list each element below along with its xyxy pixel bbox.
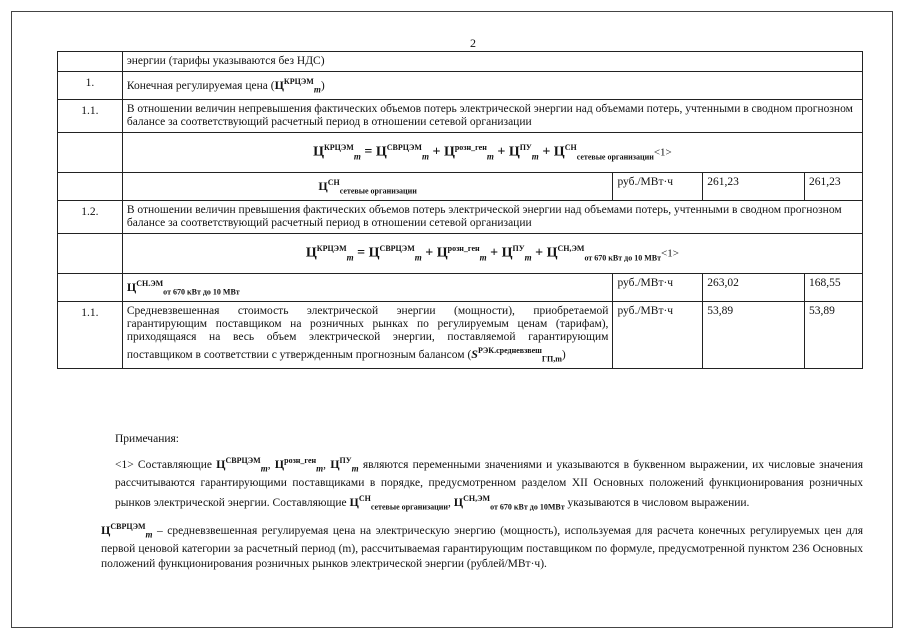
unit-cell: руб./МВт·ч xyxy=(613,273,703,301)
formula-symbol: $Ц^{КРЦЭМ}_m$ xyxy=(274,77,321,95)
table-row xyxy=(58,72,863,100)
notes-heading: Примечания: xyxy=(115,433,179,445)
tariff-table xyxy=(57,51,863,369)
unit-cell: руб./МВт·ч xyxy=(613,172,703,200)
row-label: $Ц^{СН}_{сетевые организации}$ xyxy=(122,172,613,200)
row-label: В отношении величин превышения фактических объемов потерь электрической энергии над объемами потерь, учтенными в сводном прогнозном балансе за соответствующий расчетный период в отношении сетевой организации xyxy=(122,201,862,234)
note-2: $Ц^{СВРЦЭМ}_m$ – средневзвешенная регулируемая цена на электрическую энергию (мощность), используемая для расчета конечных регулируемых цен для первой ценовой категории за расчетный период (m), рассчитываемая гарантирующим поставщиком по формуле, предусмотренной пунктом 236 Основных положений функционирования розничных рынков электрической энергии (рублей/МВт·ч). xyxy=(101,521,863,571)
row-number: 1. xyxy=(58,72,123,100)
row-number: 1.1. xyxy=(58,100,123,133)
continuation-text: энергии (тарифы указываются без НДС) xyxy=(122,52,862,72)
value-cell: 53,89 xyxy=(703,302,805,369)
table-row xyxy=(58,201,863,234)
row-label: $Ц^{СН.ЭМ}_{от 670 кВт до 10 МВт}$ xyxy=(122,273,613,301)
table-row xyxy=(58,302,863,369)
table-row xyxy=(58,100,863,133)
value-cell: 261,23 xyxy=(805,172,863,200)
formula-2: $Ц^{КРЦЭМ}_m = Ц^{СВРЦЭМ}_m + Ц^{розн\_ген}_m + Ц^{ПУ}_m + Ц^{СН,ЭМ}_{от 670 кВт до 10 МВт}<1>$ xyxy=(122,234,862,273)
table-row xyxy=(58,273,863,301)
page-number: 2 xyxy=(470,36,476,50)
table-row xyxy=(58,52,863,72)
table-row xyxy=(58,172,863,200)
row-label: Средневзвешенная стоимость электрической энергии (мощности), приобретаемой гарантирующим поставщиком на розничных рынках по регулируемым ценам (тарифам), приходящаяся на весь объем электрической энергии, поставляемой гарантирующим поставщиком в соответствии с утвержденным прогнозным балансом $(S^{РЭК.средневзвеш}_{ГП,m})$ xyxy=(122,302,613,369)
table-row xyxy=(58,133,863,172)
value-cell: 263,02 xyxy=(703,273,805,301)
note-1: <1> Составляющие $Ц^{СВРЦЭМ}_m$, $Ц^{розн\_ген}_m$, $Ц^{ПУ}_m$ являются переменными значениями и указываются в буквенном выражении, их числовые значения рассчитываются гарантирующими поставщиками в порядке, предусмотренном разделом XII Основных положений функционирования розничных рынков электрической энергии. Составляющие $Ц^{СН}_{сетевые организации}$, $Ц^{СН,ЭМ}_{от 670 кВт до 10МВт}$ указываются в числовом выражении. xyxy=(115,456,863,512)
row-label: Конечная регулируемая цена $(Ц^{КРЦЭМ}_m)$ xyxy=(122,72,862,100)
row-number: 1.1. xyxy=(58,302,123,369)
row-label: В отношении величин непревышения фактических объемов потерь электрической энергии над объемами потерь, учтенными в сводном прогнозном балансе за соответствующий расчетный период в отношении сетевой организации xyxy=(122,100,862,133)
row-number: 1.2. xyxy=(58,201,123,234)
notes-section xyxy=(101,432,863,576)
table-row xyxy=(58,234,863,273)
value-cell: 53,89 xyxy=(805,302,863,369)
value-cell: 168,55 xyxy=(805,273,863,301)
value-cell: 261,23 xyxy=(703,172,805,200)
unit-cell: руб./МВт·ч xyxy=(613,302,703,369)
formula-1: $Ц^{КРЦЭМ}_m = Ц^{СВРЦЭМ}_m + Ц^{розн\_ген}_m + Ц^{ПУ}_m + Ц^{СН}_{сетевые организации}<1>$ xyxy=(122,133,862,172)
